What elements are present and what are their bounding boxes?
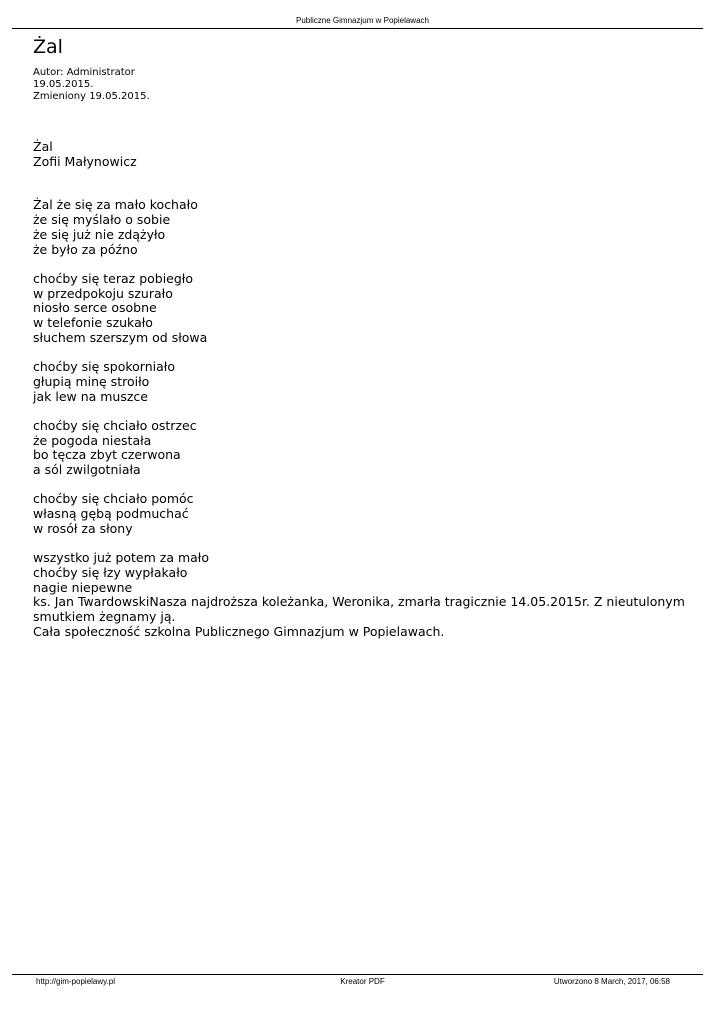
author-line: Autor: Administrator [33, 67, 135, 78]
poem-stanza [33, 492, 705, 536]
closing-signature: Cała społeczność szkolna Publicznego Gimnazjum w Popielawach. [33, 623, 445, 639]
footer-divider [12, 974, 703, 975]
poem-stanza [33, 419, 705, 478]
poem-line: w telefonie szukało [33, 315, 153, 331]
article-body [33, 140, 705, 639]
article-meta [33, 67, 150, 103]
poem-line: w rosół za słony [33, 520, 133, 536]
poem-line: Żal że się za mało kochało [33, 197, 198, 213]
poem-line: wszystko już potem za mało [33, 550, 210, 566]
article-title: Żal [33, 36, 63, 58]
page-header-site-name: Publiczne Gimnazjum w Popielawach [296, 16, 429, 25]
poem-stanza [33, 551, 705, 595]
closing-paragraph: ks. Jan TwardowskiNasza najdroższa koleżanka, Weronika, zmarła tragicznie 14.05.2015r. Z nieutulonym smutkiem żegnamy ją. [33, 594, 685, 625]
poem-stanza [33, 360, 705, 404]
poem-line: choćby się spokorniało [33, 359, 175, 375]
footer-site-url[interactable]: http://gim-popielawy.pl [36, 977, 115, 986]
poem-title: Żal [33, 139, 53, 154]
poem-line: a sól zwilgotniała [33, 462, 141, 478]
publish-date: 19.05.2015. [33, 79, 94, 90]
poem-line: jak lew na muszce [33, 388, 148, 404]
poem-line: choćby się chciało ostrzec [33, 417, 197, 433]
footer-created-date: Utworzono 8 March, 2017, 06:58 [553, 977, 670, 986]
poem-line: że było za późno [33, 241, 138, 257]
poem-stanza [33, 198, 705, 257]
poem-line: że się myślało o sobie [33, 212, 171, 228]
poem-line: głupią minę stroiło [33, 373, 150, 389]
poem-stanza [33, 272, 705, 346]
poem-line: że się już nie zdążyło [33, 226, 166, 242]
poem-line: niosło serce osobne [33, 300, 157, 316]
header-divider [12, 28, 703, 29]
poem-line: bo tęcza zbyt czerwona [33, 447, 181, 463]
footer-generator: Kreator PDF [340, 977, 385, 986]
poem-line: nagie niepewne [33, 579, 133, 595]
modified-date: Zmieniony 19.05.2015. [33, 91, 150, 102]
poem-line: choćby się chciało pomóc [33, 491, 194, 507]
poem-line: choćby się łzy wypłakało [33, 564, 188, 580]
poem-line: że pogoda niestała [33, 432, 152, 448]
poem-line: choćby się teraz pobiegło [33, 270, 194, 286]
poem-line: w przedpokoju szurało [33, 285, 173, 301]
poem-line: słuchem szerszym od słowa [33, 329, 208, 345]
poem-dedication: Zofii Małynowicz [33, 153, 137, 169]
poem-line: własną gębą podmuchać [33, 506, 189, 522]
